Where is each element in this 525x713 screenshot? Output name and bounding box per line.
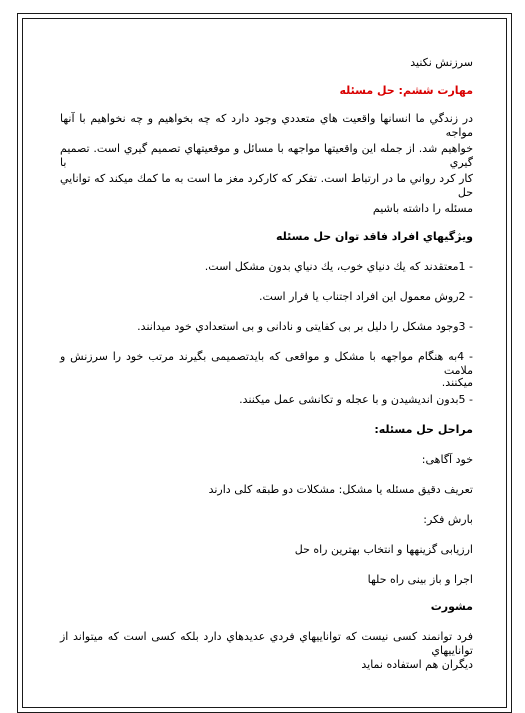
heading-steps: مراحل حل مسئله:: [374, 423, 473, 436]
step-define-problem: تعريف دقيق مسئله يا مشكل: مشكلات دو طبقه كلی دارند: [208, 483, 473, 496]
step-evaluate: ارزيابی گزينهها و انتخاب بهترين راه حل: [294, 543, 473, 556]
trait-item-1: - 1معتقدند كه يك دنياي خوب، يك دنياي بدون مشكل است.: [204, 260, 473, 273]
line-dont-blame: سرزنش نكنيد: [410, 56, 473, 69]
trait-item-4-cont: ميكنند.: [441, 376, 473, 389]
intro-line-1: در زندگي ما انسانها واقعيت هاي متعددي وجود دارد كه چه بخواهيم و چه نخواهيم با آنها مواجه: [60, 112, 473, 139]
step-implement: اجرا و باز بينی راه حلها: [367, 573, 473, 586]
step-self-awareness: خود آگاهی:: [421, 453, 473, 466]
heading-traits: ويژگيهاي افراد فاقد توان حل مسئله: [275, 230, 473, 243]
heading-consult: مشورت: [430, 600, 473, 613]
trait-item-2: - 2روش معمول اين افراد اجتناب يا فرار است.: [259, 290, 473, 303]
intro-line-2: خواهيم شد. از جمله اين واقعيتها مواجهه با مسائل و موقعيتهاي تصميم گيري است. تصميم گيري با: [60, 142, 473, 169]
intro-line-3: كار كرد رواني ما در ارتباط است. تفكر كه كاركرد مغز ما است به ما كمك ميكند كه توانايي حل: [60, 172, 473, 199]
intro-line-4: مسئله را داشته باشيم: [372, 202, 473, 215]
trait-item-4: - 4به هنگام مواجهه با مشكل و مواقعی كه بايدتصميمی بگيرند مرتب خود را سرزنش و ملامت: [60, 350, 473, 377]
trait-item-5: - 5بدون انديشيدن و با عجله و تكانشی عمل ميكنند.: [239, 393, 473, 406]
heading-skill-six: مهارت ششم: حل مسئله: [339, 84, 473, 97]
consult-line-2: ديگران هم استفاده نمايد: [361, 658, 473, 671]
document-page: [60, 0, 473, 691]
step-brainstorm: بارش فكر:: [423, 513, 473, 526]
consult-line-1: فرد توانمند كسی نيست كه تواناييهاي فردي عديدهاي دارد بلكه كسی است كه ميتواند از تواناييهاي: [60, 630, 473, 657]
trait-item-3: - 3وجود مشكل را دليل بر بی كفايتی و نادانی و بی استعدادي خود ميدانند.: [137, 320, 473, 333]
